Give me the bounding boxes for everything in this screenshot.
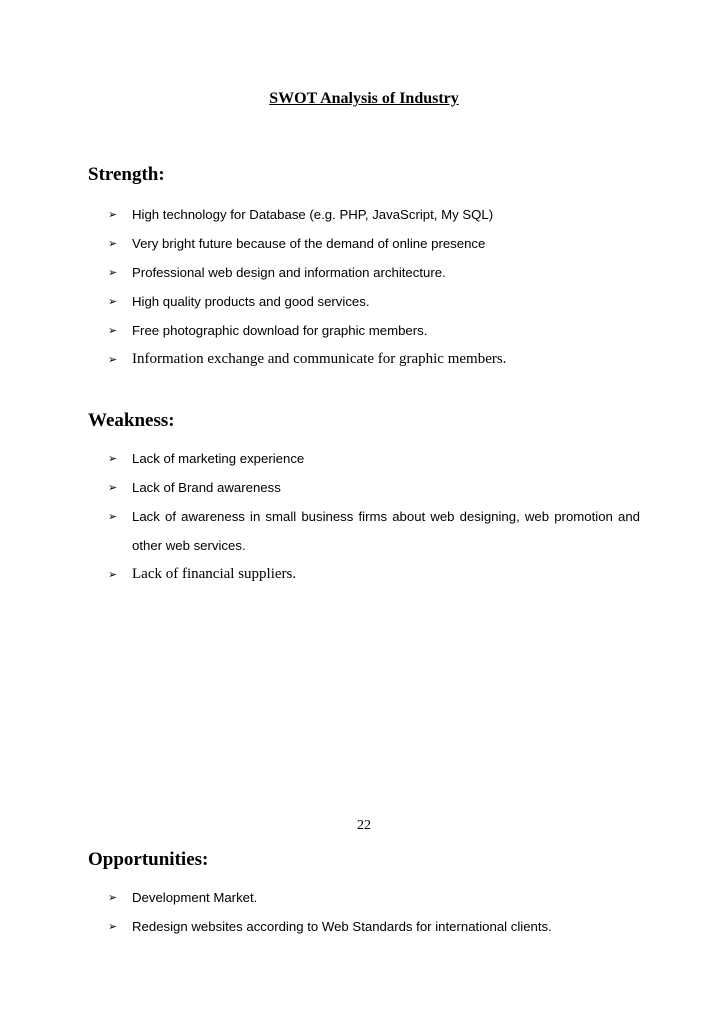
arrow-bullet-icon: ➢ [108, 353, 118, 366]
list-item [108, 229, 640, 258]
opportunities-list [108, 883, 640, 941]
list-item [108, 502, 640, 560]
list-item [108, 316, 640, 345]
list-item [108, 200, 640, 229]
list-item-text: Free photographic download for graphic members. [132, 323, 428, 338]
opportunities-heading: Opportunities: [88, 849, 209, 870]
list-item-text: Information exchange and communicate for graphic members. [132, 351, 507, 367]
arrow-bullet-icon: ➢ [108, 891, 118, 904]
arrow-bullet-icon: ➢ [108, 452, 118, 465]
page-number: 22 [357, 818, 371, 833]
list-item-text: Very bright future because of the demand of online presence [132, 236, 486, 251]
list-item-text: Development Market. [132, 890, 258, 905]
list-item [108, 560, 640, 589]
list-item-text: Lack of financial suppliers. [132, 566, 297, 582]
list-item [108, 287, 640, 316]
weakness-heading: Weakness: [88, 410, 175, 431]
arrow-bullet-icon: ➢ [108, 510, 118, 523]
arrow-bullet-icon: ➢ [108, 481, 118, 494]
list-item-text: High quality products and good services. [132, 294, 370, 309]
strength-heading: Strength: [88, 164, 165, 185]
list-item-text: Lack of awareness in small business firms about web designing, web promotion and other web services. [132, 509, 640, 553]
list-item-text: Lack of Brand awareness [132, 480, 281, 495]
page-title: SWOT Analysis of Industry [269, 90, 459, 107]
list-item [108, 258, 640, 287]
arrow-bullet-icon: ➢ [108, 295, 118, 308]
list-item-text: Redesign websites according to Web Standards for international clients. [132, 919, 552, 934]
list-item [108, 345, 640, 374]
arrow-bullet-icon: ➢ [108, 266, 118, 279]
list-item-text: Lack of marketing experience [132, 451, 305, 466]
list-item-text: High technology for Database (e.g. PHP, JavaScript, My SQL) [132, 207, 494, 222]
list-item [108, 883, 640, 912]
list-item [108, 473, 640, 502]
arrow-bullet-icon: ➢ [108, 568, 118, 581]
arrow-bullet-icon: ➢ [108, 237, 118, 250]
strength-list [108, 200, 640, 374]
arrow-bullet-icon: ➢ [108, 324, 118, 337]
weakness-list [108, 444, 640, 589]
list-item [108, 444, 640, 473]
list-item-text: Professional web design and information architecture. [132, 265, 446, 280]
arrow-bullet-icon: ➢ [108, 920, 118, 933]
arrow-bullet-icon: ➢ [108, 208, 118, 221]
list-item [108, 912, 640, 941]
